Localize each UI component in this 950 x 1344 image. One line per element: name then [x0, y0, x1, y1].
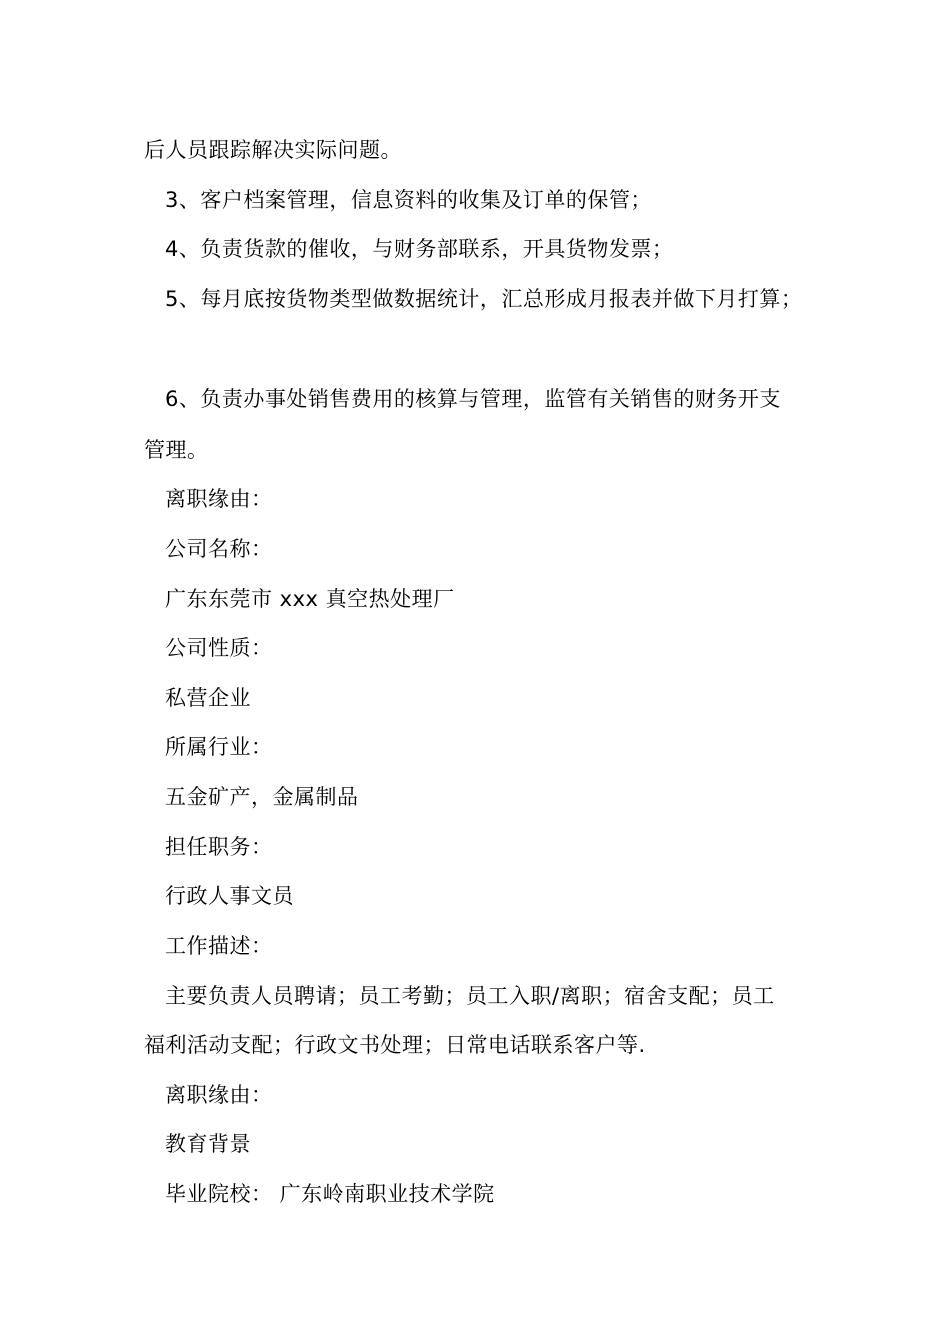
field-label: 毕业院校： 广东岭南职业技术学院	[165, 1182, 495, 1206]
list-item: 4、负责货款的催收，与财务部联系，开具货物发票；	[165, 237, 674, 261]
list-item: 3、客户档案管理，信息资料的收集及订单的保管；	[165, 188, 652, 212]
section-heading: 教育背景	[165, 1132, 251, 1156]
field-label: 所属行业：	[165, 735, 273, 759]
list-item: 5、每月底按货物类型做数据统计，汇总形成月报表并做下月打算；	[165, 287, 803, 311]
field-label: 公司名称：	[165, 537, 273, 561]
paragraph-line: 管理。	[144, 438, 209, 462]
field-label: 担任职务：	[165, 835, 273, 859]
field-label: 离职缘由：	[165, 487, 273, 511]
field-label: 离职缘由：	[165, 1083, 273, 1107]
field-label: 工作描述：	[165, 934, 273, 958]
list-item: 6、负责办事处销售费用的核算与管理，监管有关销售的财务开支	[165, 387, 781, 411]
field-value: 广东东莞市 xxx 真空热处理厂	[165, 587, 455, 611]
field-value: 福利活动支配；行政文书处理；日常电话联系客户等.	[144, 1033, 646, 1057]
field-value: 行政人事文员	[165, 884, 294, 908]
paragraph-line: 后人员跟踪解决实际问题。	[144, 138, 402, 162]
field-value: 私营企业	[165, 686, 251, 710]
field-value: 主要负责人员聘请；员工考勤；员工入职/离职；宿舍支配；员工	[165, 984, 775, 1008]
field-label: 公司性质：	[165, 636, 273, 660]
field-value: 五金矿产，金属制品	[165, 785, 359, 809]
